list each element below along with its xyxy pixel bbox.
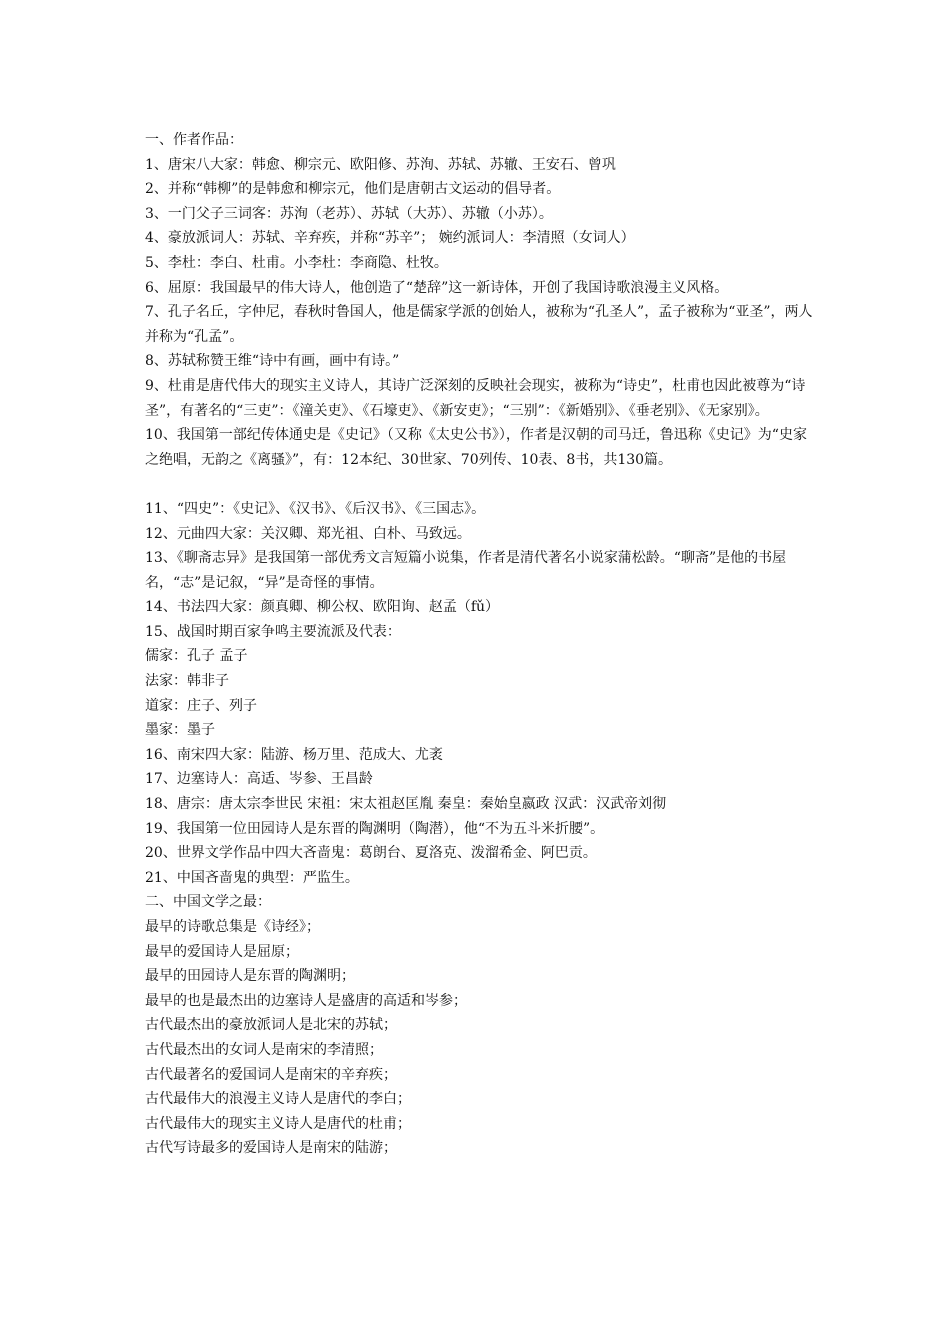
section-heading-superlatives: 二、中国文学之最：: [145, 894, 271, 911]
superlative-item: 古代最杰出的豪放派词人是北宋的苏轼；: [145, 1017, 397, 1034]
list-item: 19、我国第一位田园诗人是东晋的陶渊明（陶潜），他“不为五斗米折腰”。: [145, 820, 605, 837]
list-item: 5、李杜：李白、杜甫。小李杜：李商隐、杜牧。: [145, 254, 448, 271]
list-item: 17、边塞诗人：高适、岑参、王昌龄: [145, 771, 373, 788]
superlative-item: 最早的田园诗人是东晋的陶渊明；: [145, 968, 355, 985]
list-item: 6、屈原：我国最早的伟大诗人，他创造了“楚辞”这一新诗体，开创了我国诗歌浪漫主义风格。: [145, 279, 729, 296]
superlative-item: 古代最伟大的现实主义诗人是唐代的杜甫；: [145, 1115, 411, 1132]
list-item: 3、一门父子三词客：苏洵（老苏）、苏轼（大苏）、苏辙（小苏）。: [145, 205, 553, 222]
list-item: 18、唐宗：唐太宗李世民 宋祖：宋太祖赵匡胤 秦皇：秦始皇嬴政 汉武：汉武帝刘彻: [145, 796, 667, 813]
school-item-confucianism: 儒家：孔子 孟子: [145, 648, 248, 665]
list-item: 11、“四史”：《史记》、《汉书》、《后汉书》、《三国志》。: [145, 500, 486, 517]
document-page: [145, 128, 815, 1161]
list-item: 9、杜甫是唐代伟大的现实主义诗人，其诗广泛深刻的反映社会现实，被称为“诗史”，杜甫也因此被尊为“诗圣”，有著名的“三吏”：《潼关吏》、《石壕吏》、《新安吏》；“三别”：《新婚别》、《垂老别》、《无家别》。: [145, 377, 806, 419]
superlative-item: 古代最著名的爱国词人是南宋的辛弃疾；: [145, 1066, 397, 1083]
school-item-legalism: 法家：韩非子: [145, 673, 229, 690]
list-item: 15、战国时期百家争鸣主要流派及代表：: [145, 623, 401, 640]
list-item: 2、并称“韩柳”的是韩愈和柳宗元，他们是唐朝古文运动的倡导者。: [145, 181, 561, 198]
list-item: 21、中国吝啬鬼的典型：严监生。: [145, 869, 359, 886]
list-item: 16、南宋四大家：陆游、杨万里、范成大、尤袤: [145, 746, 443, 763]
superlative-item: 最早的也是最杰出的边塞诗人是盛唐的高适和岑参；: [145, 992, 467, 1009]
paragraph-spacer: [145, 472, 815, 497]
school-item-mohism: 墨家：墨子: [145, 722, 215, 739]
section-heading-authors: 一、作者作品：: [145, 132, 243, 148]
list-item: 10、我国第一部纪传体通史是《史记》（又称《太史公书》），作者是汉朝的司马迁，鲁迅称《史记》为“史家之绝唱，无韵之《离骚》”，有：12本纪、30世家、70列传、10表、8书，共130篇。: [145, 427, 807, 468]
superlative-item: 最早的诗歌总集是《诗经》；: [145, 919, 320, 935]
superlative-item: 古代最伟大的浪漫主义诗人是唐代的李白；: [145, 1091, 411, 1108]
superlative-item: 最早的爱国诗人是屈原；: [145, 943, 299, 960]
school-item-taoism: 道家：庄子、列子: [145, 697, 257, 714]
list-item: 8、苏轼称赞王维“诗中有画，画中有诗。”: [145, 353, 400, 370]
list-item: 4、豪放派词人：苏轼、辛弃疾，并称“苏辛”； 婉约派词人：李清照（女词人）: [145, 230, 635, 247]
list-item: 14、书法四大家：颜真卿、柳公权、欧阳询、赵孟（fǔ）: [145, 599, 500, 616]
list-item: 12、元曲四大家：关汉卿、郑光祖、白朴、马致远。: [145, 525, 471, 542]
list-item: 7、孔子名丘，字仲尼，春秋时鲁国人，他是儒家学派的创始人，被称为“孔圣人”，孟子被称为“亚圣”，两人并称为“孔孟”。: [145, 304, 813, 345]
list-item: 1、唐宋八大家：韩愈、柳宗元、欧阳修、苏洵、苏轼、苏辙、王安石、曾巩: [145, 156, 616, 173]
list-item: 13、《聊斋志异》是我国第一部优秀文言短篇小说集，作者是清代著名小说家蒲松龄。“聊斋”是他的书屋名，“志”是记叙，“异”是奇怪的事情。: [145, 550, 787, 591]
superlative-item: 古代写诗最多的爱国诗人是南宋的陆游；: [145, 1140, 397, 1157]
list-item: 20、世界文学作品中四大吝啬鬼：葛朗台、夏洛克、泼溜希金、阿巴贡。: [145, 845, 597, 862]
superlative-item: 古代最杰出的女词人是南宋的李清照；: [145, 1041, 383, 1058]
